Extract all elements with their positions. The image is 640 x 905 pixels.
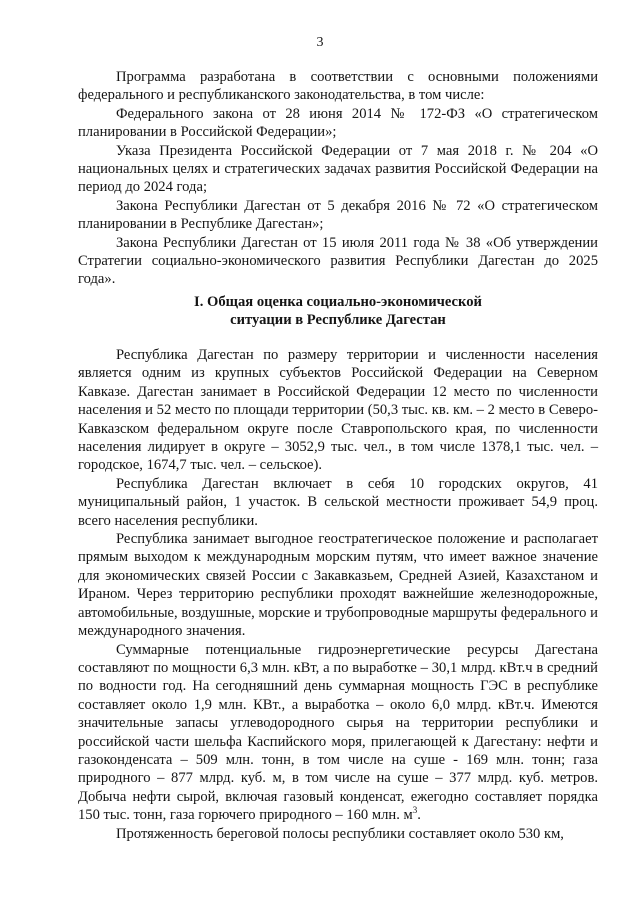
intro-paragraph: Указа Президента Российской Федерации от 7 мая 2018 г. № 204 «О национальных целях и стратегических задачах развития Российской Федерации на период до 2024 года; xyxy=(78,142,598,196)
body-section xyxy=(78,346,598,843)
section-heading-line: I. Общая оценка социально-экономической xyxy=(194,294,482,310)
body-paragraph-text: Суммарные потенциальные гидроэнергетические ресурсы Дагестана составляют по мощности 6,3 млн. кВт, а по выработке – 30,1 млрд. кВт.ч в средний по водности год. На сегодняшний день суммарная мощность ГЭС в республике составляет около 1,9 млн. КВт., а выработка – около 6,0 млрд. кВт.ч. Имеются значительные запасы углеводородного сырья на территории республики и российской части шельфа Каспийского моря, прилегающей к Дагестану: нефти и газоконденсата – 509 млн. тонн, в том числе на суше - 169 млн. тонн; газа природного – 877 млрд. куб. м, в том числе на суше – 377 млрд. куб. метров. Добыча нефти сырой, включая газовый конденсат, ежегодно составляет порядка 150 тыс. тонн, газа горючего природного – 160 млн. м xyxy=(78,641,598,824)
intro-section xyxy=(78,68,598,289)
body-paragraph: Республика Дагестан по размеру территории и численности населения является одним из крупных субъектов Российской Федерации на Северном Кавказе. Дагестан занимает в Российской Федерации 12 место по численности населения и 52 место по площади территории (50,3 тыс. кв. км. – 2 место в Северо-Кавказском федеральном округе после Ставропольского края, по численности населения лидирует в округе – 3052,9 тыс. чел., в том числе 1378,1 тыс. чел. – городское, 1674,7 тыс. чел. – сельское). xyxy=(78,347,598,474)
body-paragraph-resources xyxy=(78,641,598,825)
intro-paragraph: Федерального закона от 28 июня 2014 № 172-ФЗ «О стратегическом планировании в Российской Федерации»; xyxy=(78,105,598,141)
intro-paragraph: Программа разработана в соответствии с основными положениями федерального и республиканского законодательства, в том числе: xyxy=(78,69,598,104)
intro-paragraph: Закона Республики Дагестан от 15 июля 2011 года № 38 «Об утверждении Стратегии социально-экономического развития Республики Дагестан до 2025 года». xyxy=(78,234,598,288)
superscript-cubic: 3 xyxy=(412,805,418,816)
body-paragraph: Протяженность береговой полосы республики составляет около 530 км, xyxy=(116,825,564,842)
section-heading-line: ситуации в Республике Дагестан xyxy=(230,312,446,329)
intro-paragraph: Закона Республики Дагестан от 5 декабря 2016 № 72 «О стратегическом планировании в Республике Дагестан»; xyxy=(78,197,598,233)
body-paragraph: Республика Дагестан включает в себя 10 городских округов, 41 муниципальный район, 1 участок. В сельской местности проживает 54,9 проц. всего населения республики. xyxy=(78,475,598,529)
sentence-end: . xyxy=(417,807,421,824)
page-number: 3 xyxy=(316,35,324,50)
body-paragraph: Республика занимает выгодное геостратегическое положение и располагает прямым выходом к международным морским путям, что имеет важное значение для экономических связей России с Закавказьем, Средней Азией, Казахстаном и Ираном. Через территорию республики проходят важнейшие железнодорожные, автомобильные, воздушные, морские и трубопроводные маршруты федерального и международного значения. xyxy=(78,531,598,640)
section-heading xyxy=(78,293,598,330)
